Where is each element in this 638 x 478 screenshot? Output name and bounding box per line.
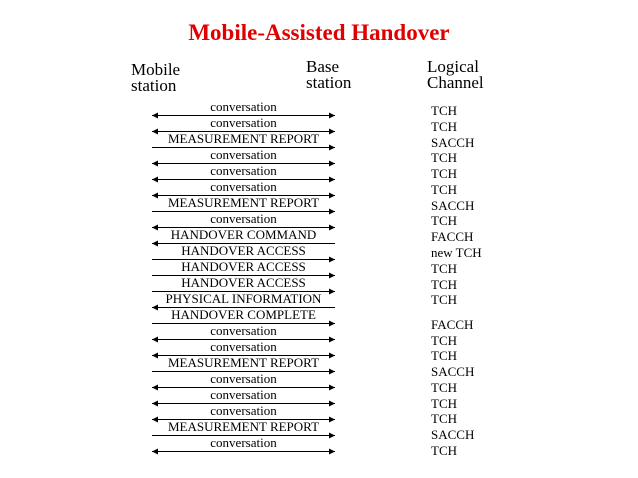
arrowhead-left [152,449,158,455]
channel-item: FACCH [431,229,474,244]
message-2 [152,116,335,132]
message-label: conversation [210,115,277,130]
message-label: HANDOVER COMPLETE [171,307,316,322]
logical-channel-header: Logical Channel [427,57,484,92]
message-label: conversation [210,323,277,338]
message-label: conversation [210,99,277,114]
message-label: conversation [210,147,277,162]
message-label: MEASUREMENT REPORT [167,131,320,146]
channel-item: TCH [431,119,457,134]
message-label: conversation [210,403,277,418]
channel-item: TCH [431,380,457,395]
channel-item: SACCH [431,427,475,442]
message-label: MEASUREMENT REPORT [167,195,320,210]
channel-item: TCH [431,213,457,228]
channel-item: TCH [431,277,457,292]
message-label: MEASUREMENT REPORT [167,355,320,370]
channel-item: SACCH [431,135,475,150]
message-label: conversation [210,435,277,450]
message-arrow [152,451,335,452]
channel-item: SACCH [431,198,475,213]
message-label: conversation [210,339,277,354]
base-station-header: Base station [306,57,352,92]
message-10 [152,244,335,260]
message-15 [152,324,335,340]
channel-item: TCH [431,333,457,348]
message-label: conversation [210,211,277,226]
message-12 [152,276,335,292]
message-label: HANDOVER ACCESS [181,275,306,290]
channel-item: TCH [431,443,457,458]
page-title: Mobile-Assisted Handover [188,20,450,45]
message-22 [152,436,335,452]
channel-item: new TCH [431,245,482,260]
message-16 [152,340,335,356]
channel-item: TCH [431,182,457,197]
message-19 [152,388,335,404]
message-label: conversation [210,371,277,386]
message-21 [152,420,335,436]
message-13 [152,292,335,308]
message-6 [152,180,335,196]
channel-item: TCH [431,103,457,118]
mobile-station-header: Mobile station [131,60,181,95]
message-label: PHYSICAL INFORMATION [165,291,322,306]
message-7 [152,196,335,212]
channel-item: FACCH [431,317,474,332]
channel-item: TCH [431,261,457,276]
message-label: HANDOVER ACCESS [181,259,306,274]
message-3 [152,132,335,148]
message-label: MEASUREMENT REPORT [167,419,320,434]
channel-item: TCH [431,396,457,411]
message-20 [152,404,335,420]
message-18 [152,372,335,388]
message-9 [152,228,335,244]
channel-item: TCH [431,348,457,363]
message-8 [152,212,335,228]
message-label: HANDOVER ACCESS [181,243,306,258]
message-1 [152,100,335,116]
arrowhead-right [329,449,335,455]
message-11 [152,260,335,276]
channel-item: SACCH [431,364,475,379]
message-label: conversation [210,387,277,402]
message-label: conversation [210,163,277,178]
message-label: HANDOVER COMMAND [170,227,317,242]
message-4 [152,148,335,164]
message-17 [152,356,335,372]
channel-item: TCH [431,166,457,181]
channel-item: TCH [431,411,457,426]
channel-item: TCH [431,292,457,307]
message-14 [152,308,335,324]
message-label: conversation [210,179,277,194]
channel-item: TCH [431,150,457,165]
message-5 [152,164,335,180]
